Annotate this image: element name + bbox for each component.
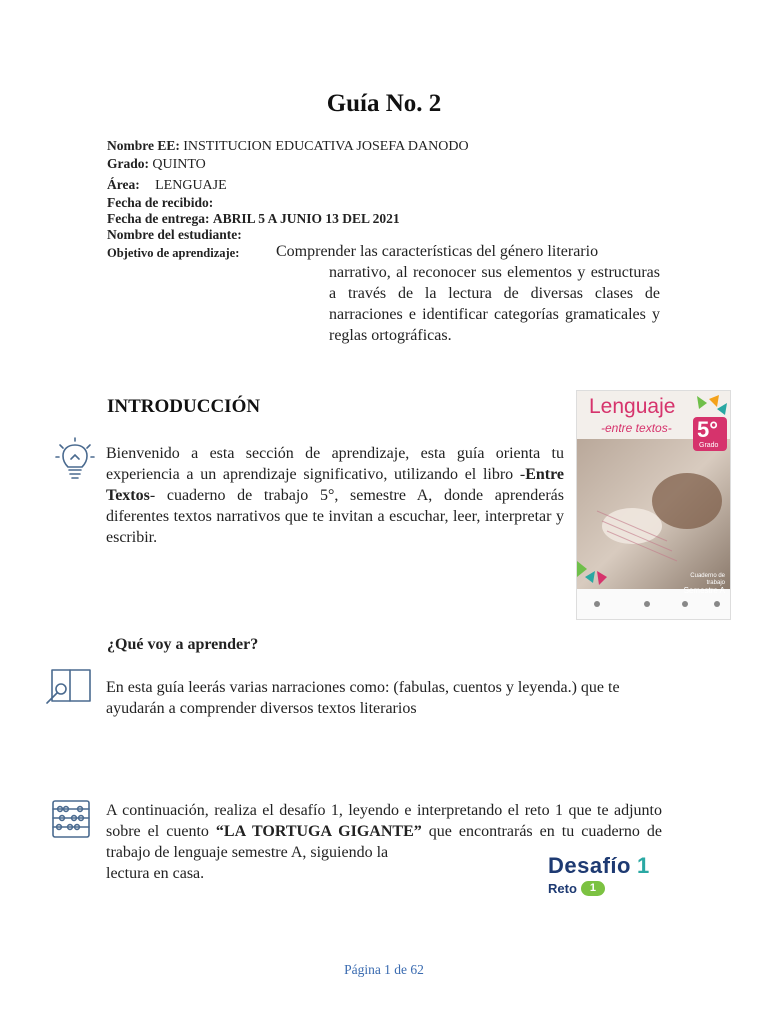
- grade-row: [107, 155, 206, 173]
- delivery-label: Fecha de entrega:: [107, 211, 210, 226]
- student-row: [107, 226, 242, 243]
- learn-text: En esta guía leerás varias narraciones como: (fabulas, cuentos y leyenda.) que te ayudarán a comprender diversos textos literarios: [106, 679, 620, 717]
- book-name: Entre Textos: [106, 466, 564, 504]
- book-grade-number: 5°: [697, 417, 719, 442]
- book-cover-image: [576, 390, 731, 620]
- abacus-icon: [50, 798, 92, 840]
- school-value: INSTITUCION EDUCATIVA JOSEFA DANODO: [183, 139, 469, 154]
- open-book-icon: [44, 665, 96, 707]
- area-row: [107, 176, 227, 194]
- student-label: Nombre del estudiante:: [107, 227, 242, 242]
- desafio-badge: [548, 853, 650, 896]
- story-title: “LA TORTUGA GIGANTE”: [215, 823, 422, 840]
- lightbulb-icon: [54, 435, 96, 481]
- delivery-row: [107, 210, 400, 227]
- school-label: Nombre EE:: [107, 138, 180, 153]
- objective-text: [276, 241, 660, 346]
- objective-rest: narrativo, al reconocer sus elementos y estructuras a través de la lectura de diversas clases de narraciones e identificar categorías gramaticales y reglas ortográficas.: [329, 264, 660, 344]
- challenge-last-line: lectura en casa.: [106, 865, 205, 882]
- grade-label: Grado:: [107, 156, 149, 171]
- area-label: Área:: [107, 177, 140, 192]
- page-number: Página 1 de 62: [344, 962, 424, 977]
- intro-text: Bienvenido a esta sección de aprendizaje, esta guía orienta tu experiencia a un aprendizaje significativo, utilizando el libro -Entre Textos- cuaderno de trabajo 5°, semestre A, donde aprenderás diferentes textos narrativos que te invitan a escuchar, leer, interpretar y escribir.: [106, 445, 564, 546]
- book-series-line1: Cuaderno de trabajo: [690, 573, 725, 586]
- reto-word: Reto: [548, 881, 577, 896]
- objective-label: Objetivo de aprendizaje:: [107, 246, 240, 260]
- intro-heading: INTRODUCCIÓN: [107, 396, 261, 417]
- page-title: Guía No. 2: [326, 90, 442, 117]
- objective-line1: Comprender las características del género literario: [276, 243, 599, 260]
- book-grade-word: Grado: [699, 442, 719, 449]
- book-series: [673, 573, 725, 594]
- desafio-word: Desafío: [548, 853, 631, 878]
- learn-heading: ¿Qué voy a aprender?: [107, 636, 259, 653]
- reto-number: 1: [581, 881, 605, 896]
- book-title: Lenguaje: [589, 395, 676, 418]
- grade-value: QUINTO: [152, 157, 206, 172]
- received-label: Fecha de recibido:: [107, 195, 214, 210]
- school-row: [107, 137, 469, 155]
- received-row: [107, 194, 213, 211]
- book-subtitle: -entre textos-: [601, 421, 672, 435]
- book-series-line2: Semestre A: [683, 586, 725, 595]
- desafio-number: 1: [636, 853, 650, 878]
- challenge-text: A continuación, realiza el desafío 1, leyendo e interpretando el reto 1 que te adjunto sobre el cuento “LA TORTUGA GIGANTE” que encontrarás en tu cuaderno de trabajo de lenguaje semestre A, siguiendo la lectura en casa.: [106, 802, 663, 882]
- delivery-value: ABRIL 5 A JUNIO 13 DEL 2021: [212, 211, 400, 226]
- area-value: LENGUAJE: [155, 178, 227, 193]
